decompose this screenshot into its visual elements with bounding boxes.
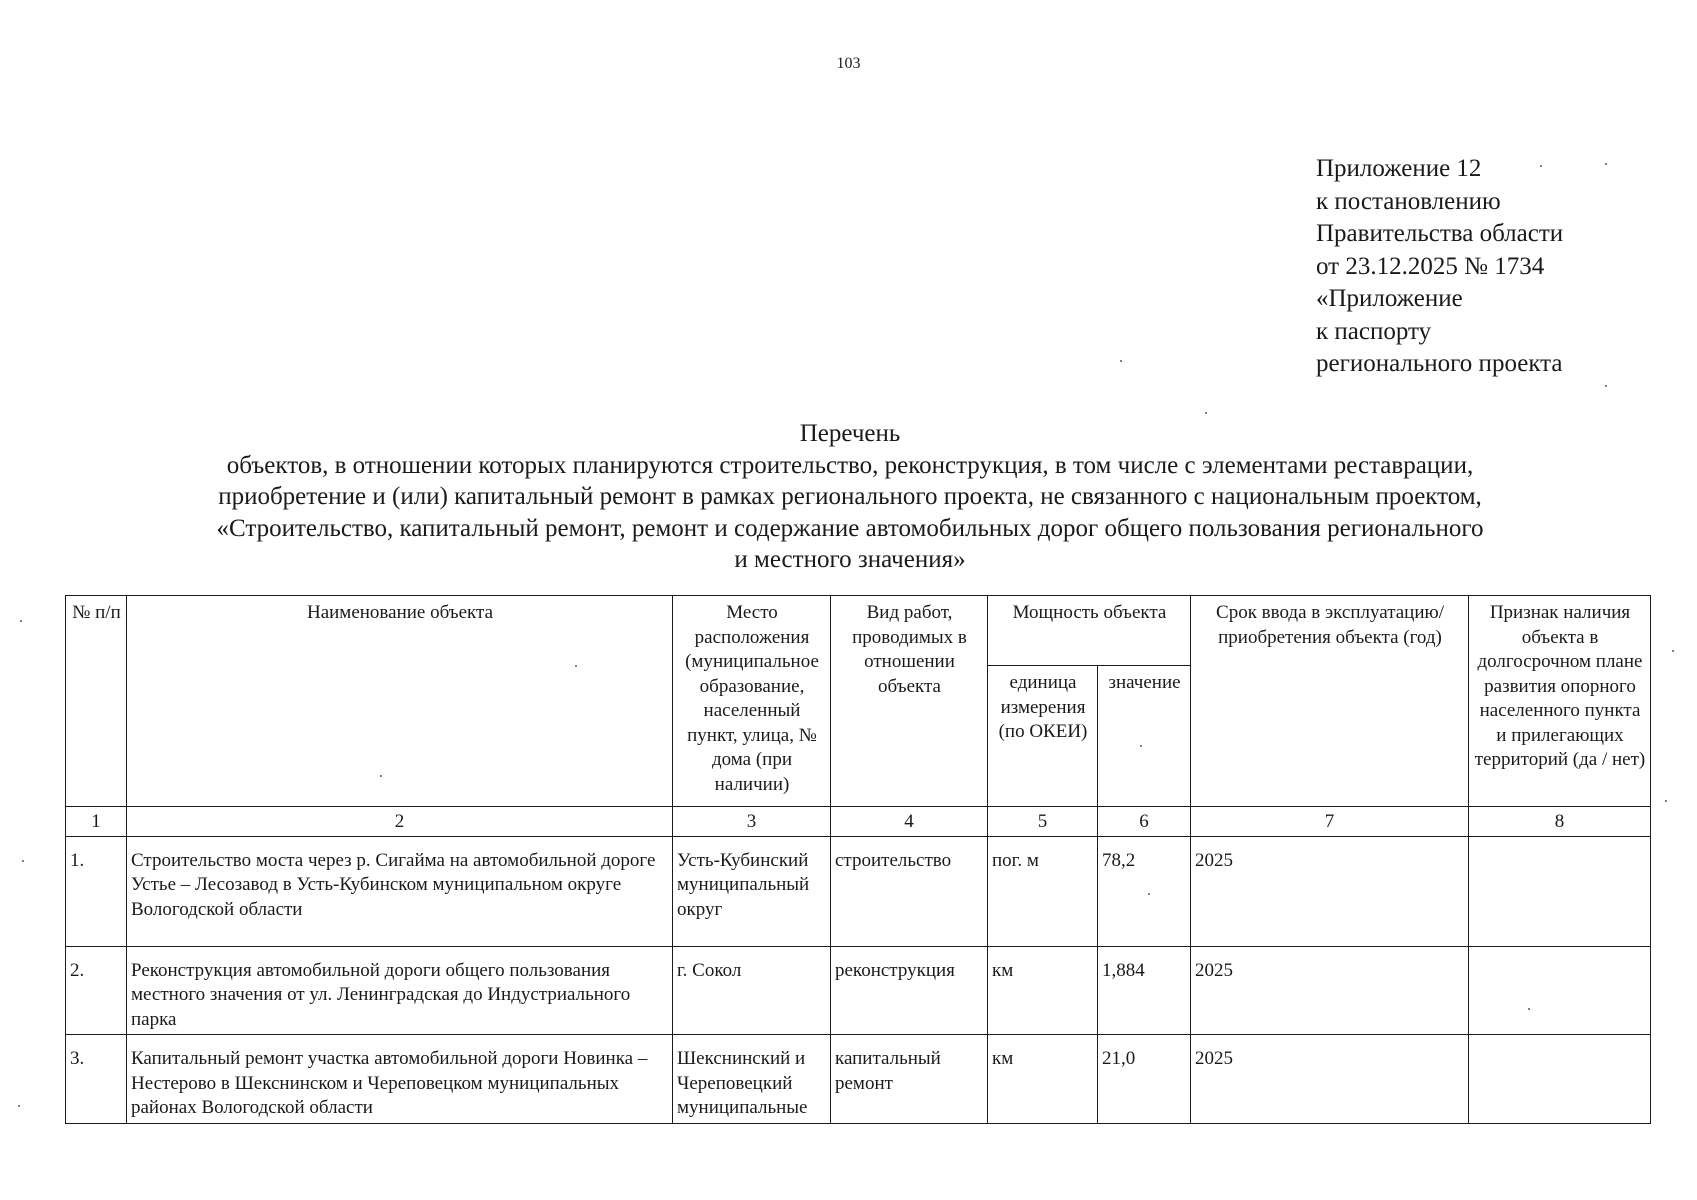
column-number: 4 <box>831 807 988 837</box>
scan-speck <box>1148 893 1150 895</box>
row-deadline: 2025 <box>1191 836 1469 946</box>
row-deadline: 2025 <box>1191 946 1469 1035</box>
column-number: 8 <box>1469 807 1651 837</box>
appendix-line: к постановлению <box>1316 187 1501 215</box>
column-number-row <box>66 807 1651 837</box>
column-number: 3 <box>673 807 831 837</box>
header-deadline: Срок ввода в эксплуатацию/приобретения объекта (год) <box>1191 596 1469 807</box>
row-value: 78,2 <box>1098 836 1191 946</box>
row-unit: пог. м <box>988 836 1098 946</box>
scan-speck <box>1205 412 1207 414</box>
row-work-type: реконструкция <box>831 946 988 1035</box>
scan-speck <box>1540 165 1542 167</box>
header-work-type: Вид работ, проводимых в отношении объекта <box>831 596 988 807</box>
row-num: 3. <box>66 1035 127 1124</box>
scan-speck <box>20 620 22 622</box>
header-capacity: Мощность объекта <box>988 596 1191 666</box>
row-name: Капитальный ремонт участка автомобильной дороги Новинка – Нестерово в Шекснинском и Череповецком муниципальных районах Вологодской области <box>127 1035 673 1124</box>
row-value: 1,884 <box>1098 946 1191 1035</box>
row-plan-sign <box>1469 836 1651 946</box>
row-name: Реконструкция автомобильной дороги общего пользования местного значения от ул. Ленинградская до Индустриального парка <box>127 946 673 1035</box>
column-number: 1 <box>66 807 127 837</box>
title-line: объектов, в отношении которых планируются строительство, реконструкция, в том числе с элементами реставрации, <box>226 451 1474 479</box>
column-number: 7 <box>1191 807 1469 837</box>
column-number: 5 <box>988 807 1098 837</box>
appendix-line: «Приложение <box>1316 285 1463 312</box>
title-line: и местного значения» <box>734 546 966 573</box>
header-unit: единица измерения (по ОКЕИ) <box>988 666 1098 807</box>
scan-speck <box>1605 163 1607 165</box>
scan-speck <box>1120 360 1122 362</box>
table-row <box>66 836 1651 946</box>
row-location: Усть-Кубинский муниципальный округ <box>673 836 831 946</box>
document-title <box>60 418 1640 576</box>
appendix-line: Приложение 12 <box>1316 155 1482 182</box>
title-heading: Перечень <box>799 420 901 447</box>
table-row <box>66 946 1651 1035</box>
header-name: Наименование объекта <box>127 596 673 807</box>
scan-speck <box>1140 745 1142 747</box>
scan-speck <box>22 860 24 862</box>
row-location: Шекснинский и Череповецкий муниципальные <box>673 1035 831 1124</box>
row-location: г. Сокол <box>673 946 831 1035</box>
appendix-line: регионального проекта <box>1316 350 1563 377</box>
row-work-type: капитальный ремонт <box>831 1035 988 1124</box>
header-num: № п/п <box>66 596 127 807</box>
scan-speck <box>1528 1008 1530 1010</box>
row-plan-sign <box>1469 946 1651 1035</box>
appendix-line: Правительства области <box>1316 220 1564 247</box>
scan-speck <box>1665 800 1667 802</box>
scan-speck <box>1605 385 1607 387</box>
row-plan-sign <box>1469 1035 1651 1124</box>
row-value: 21,0 <box>1098 1035 1191 1124</box>
title-line: «Строительство, капитальный ремонт, ремонт и содержание автомобильных дорог общего пользования регионального <box>216 514 1484 542</box>
appendix-block <box>1316 153 1563 381</box>
row-num: 1. <box>66 836 127 946</box>
appendix-line: к паспорту <box>1316 317 1432 345</box>
scan-speck <box>575 665 577 667</box>
objects-table <box>65 595 1651 1124</box>
row-deadline: 2025 <box>1191 1035 1469 1124</box>
row-unit: км <box>988 946 1098 1035</box>
page-number: 103 <box>836 55 861 72</box>
row-name: Строительство моста через р. Сигайма на автомобильной дороге Устье – Лесозавод в Усть-Кубинском муниципальном округе Вологодской области <box>127 836 673 946</box>
row-num: 2. <box>66 946 127 1035</box>
scan-speck <box>380 775 382 777</box>
row-work-type: строительство <box>831 836 988 946</box>
table-row <box>66 1035 1651 1124</box>
appendix-line: от 23.12.2025 № 1734 <box>1316 252 1545 280</box>
header-value: значение <box>1098 666 1191 807</box>
column-number: 2 <box>127 807 673 837</box>
header-plan-sign: Признак наличия объекта в долгосрочном плане развития опорного населенного пункта и прилегающих территорий (да / нет) <box>1469 596 1651 807</box>
header-location: Место расположения (муниципальное образование, населенный пункт, улица, № дома (при наличии) <box>673 596 831 807</box>
scan-speck <box>18 1105 20 1107</box>
title-line: приобретение и (или) капитальный ремонт в рамках регионального проекта, не связанного с национальным проектом, <box>218 483 1482 510</box>
row-unit: км <box>988 1035 1098 1124</box>
column-number: 6 <box>1098 807 1191 837</box>
scan-speck <box>1672 650 1674 652</box>
